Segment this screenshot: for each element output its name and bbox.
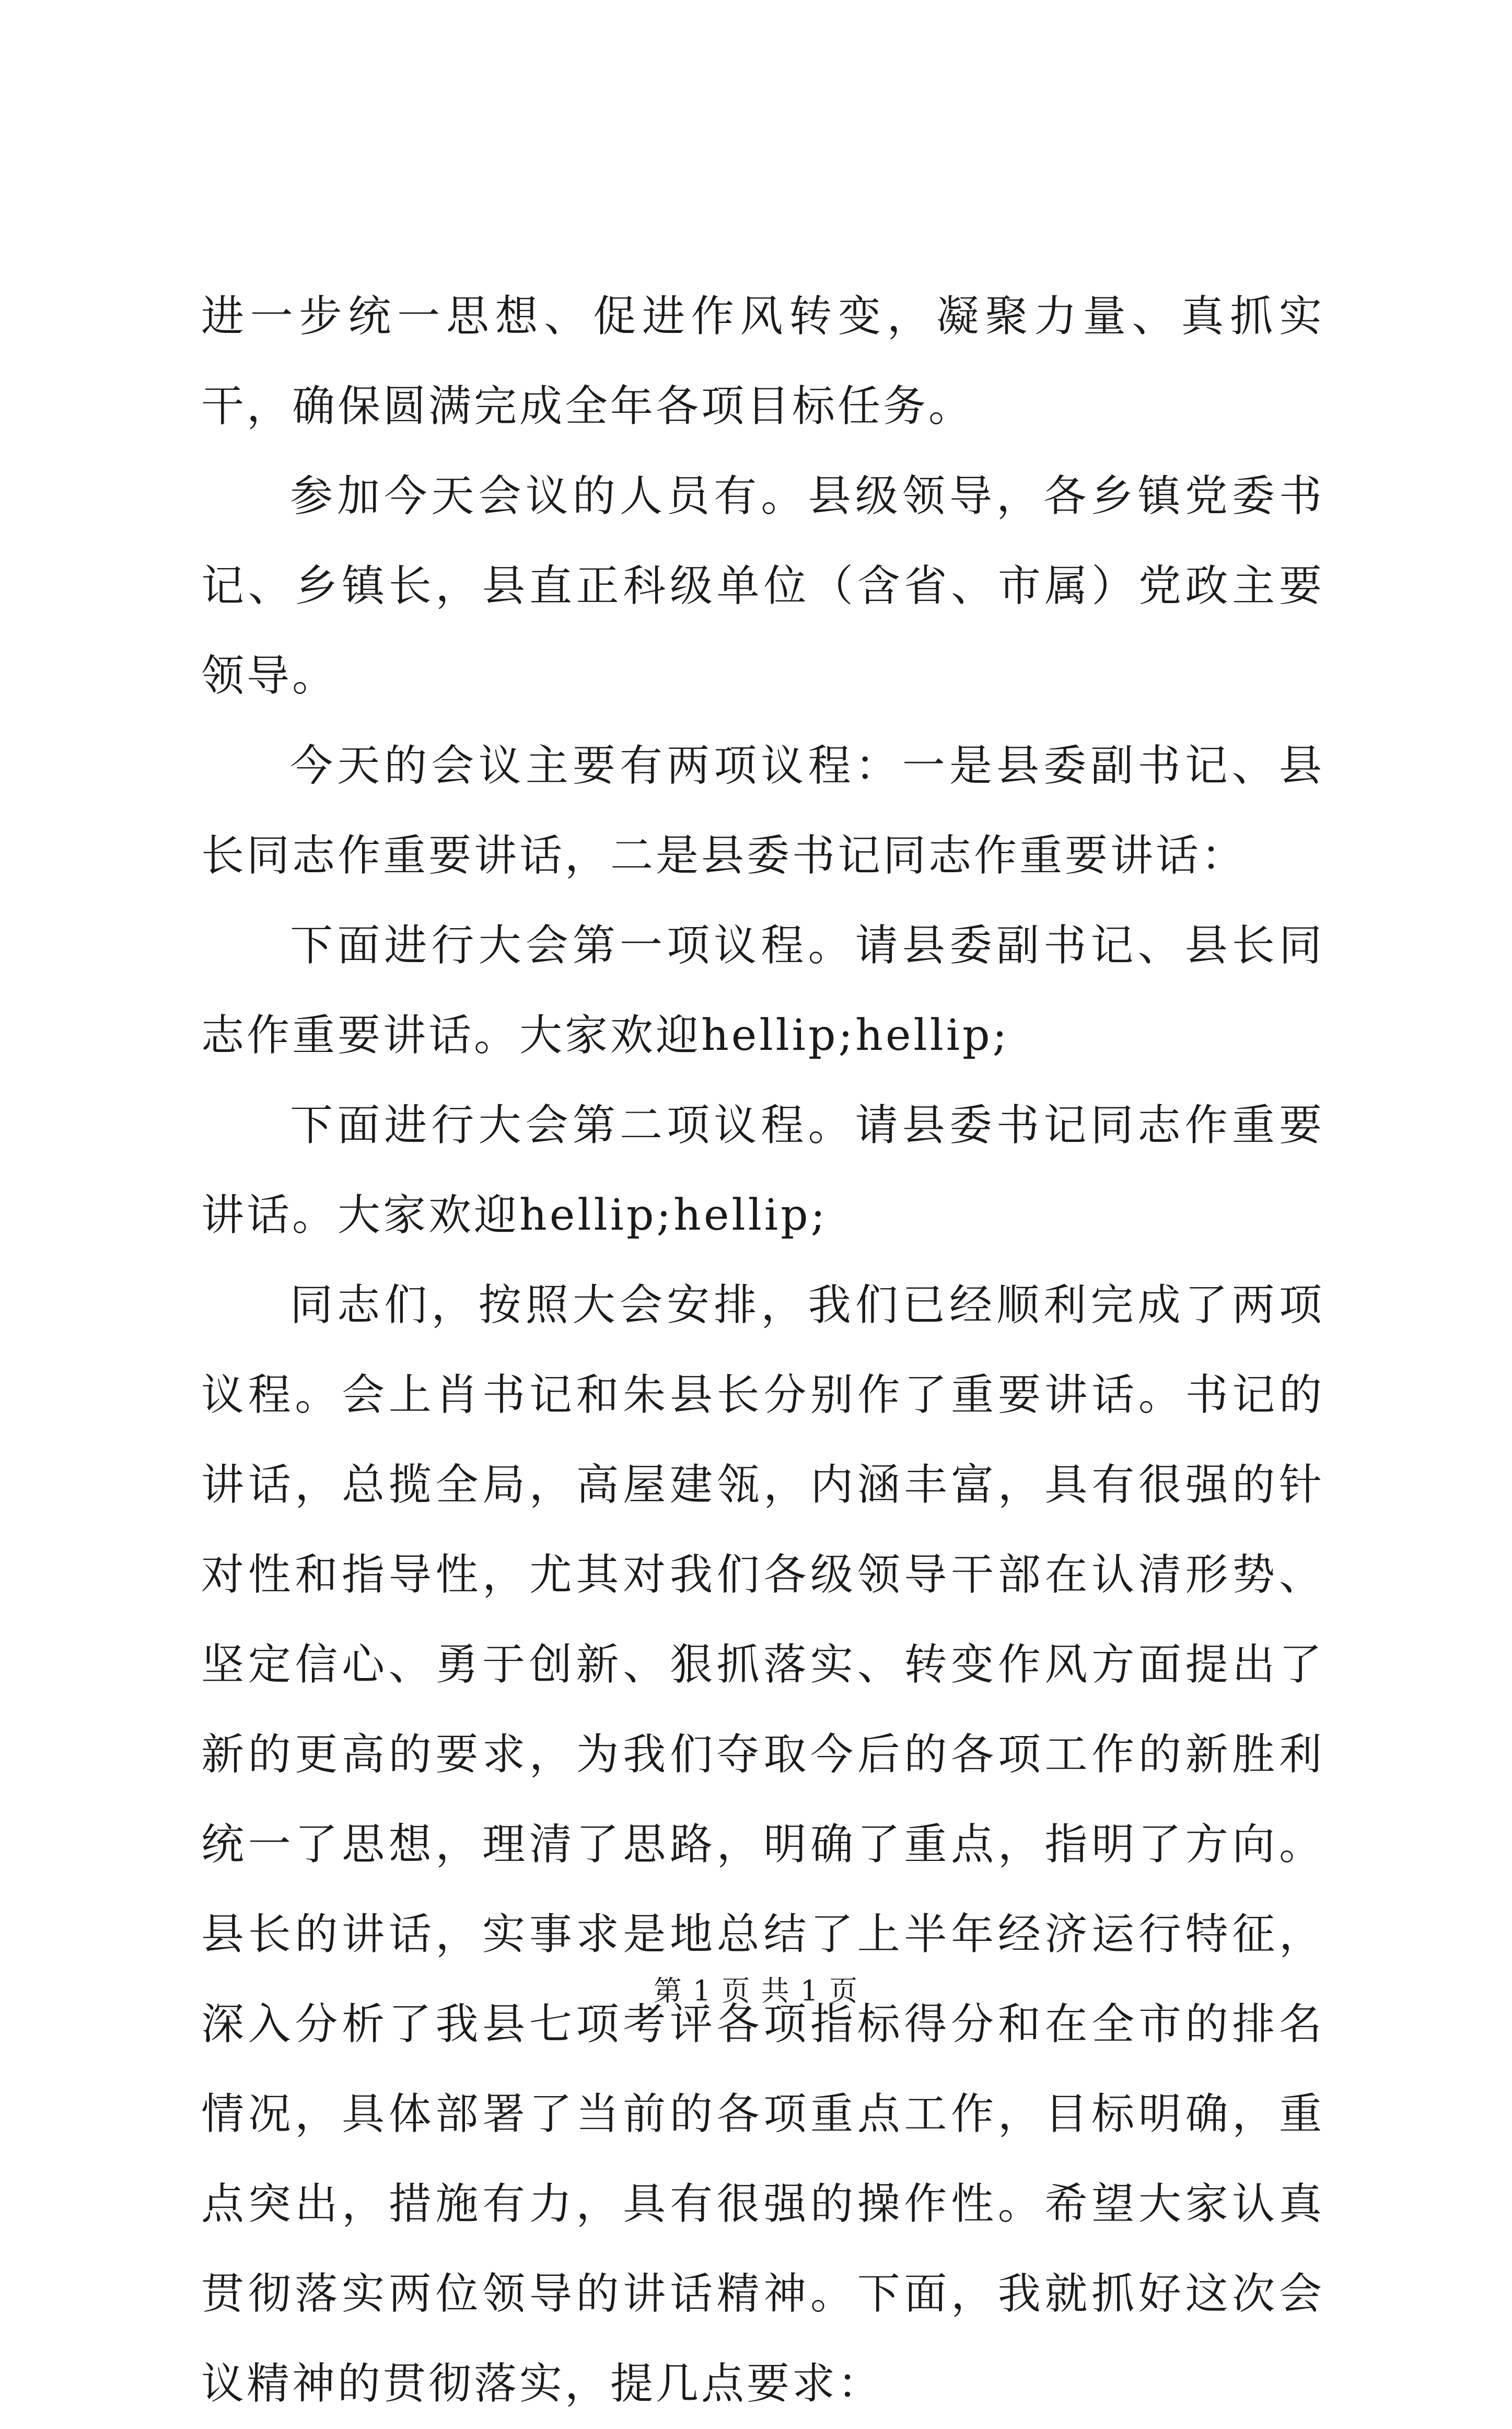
paragraph-agenda: 今天的会议主要有两项议程：一是县委副书记、县长同志作重要讲话，二是县委书记同志作重要讲话： xyxy=(201,741,1324,881)
paragraph-agenda-item-1: 下面进行大会第一项议程。请县委副书记、县长同志作重要讲话。大家欢迎hellip;hellip; xyxy=(201,921,1324,1060)
paragraph-summary: 同志们，按照大会安排，我们已经顺利完成了两项议程。会上肖书记和朱县长分别作了重要讲话。书记的讲话，总揽全局，高屋建瓴，内涵丰富，具有很强的针对性和指导性，尤其对我们各级领导干部在认清形势、坚定信心、勇于创新、狠抓落实、转变作风方面提出了新的更高的要求，为我们夺取今后的各项工作的新胜利统一了思想，理清了思路，明确了重点，指明了方向。县长的讲话，实事求是地总结了上半年经济运行特征，深入分析了我县七项考评各项指标得分和在全市的排名情况，具体部署了当前的各项重点工作，目标明确，重点突出，措施有力，具有很强的操作性。希望大家认真贯彻落实两位领导的讲话精神。下面，我就抓好这次会议精神的贯彻落实，提几点要求： xyxy=(201,1280,1324,2409)
paragraph-agenda-item-2: 下面进行大会第二项议程。请县委书记同志作重要讲话。大家欢迎hellip;hellip; xyxy=(201,1101,1324,1240)
document-body xyxy=(201,272,1324,2429)
paragraph-continuation: 进一步统一思想、促进作风转变，凝聚力量、真抓实干，确保圆满完成全年各项目标任务。 xyxy=(201,292,1324,431)
page-number-footer: 第 1 页 共 1 页 xyxy=(653,1974,859,2007)
paragraph-attendees: 参加今天会议的人员有。县级领导，各乡镇党委书记、乡镇长，县直正科级单位（含省、市属）党政主要领导。 xyxy=(201,471,1324,701)
